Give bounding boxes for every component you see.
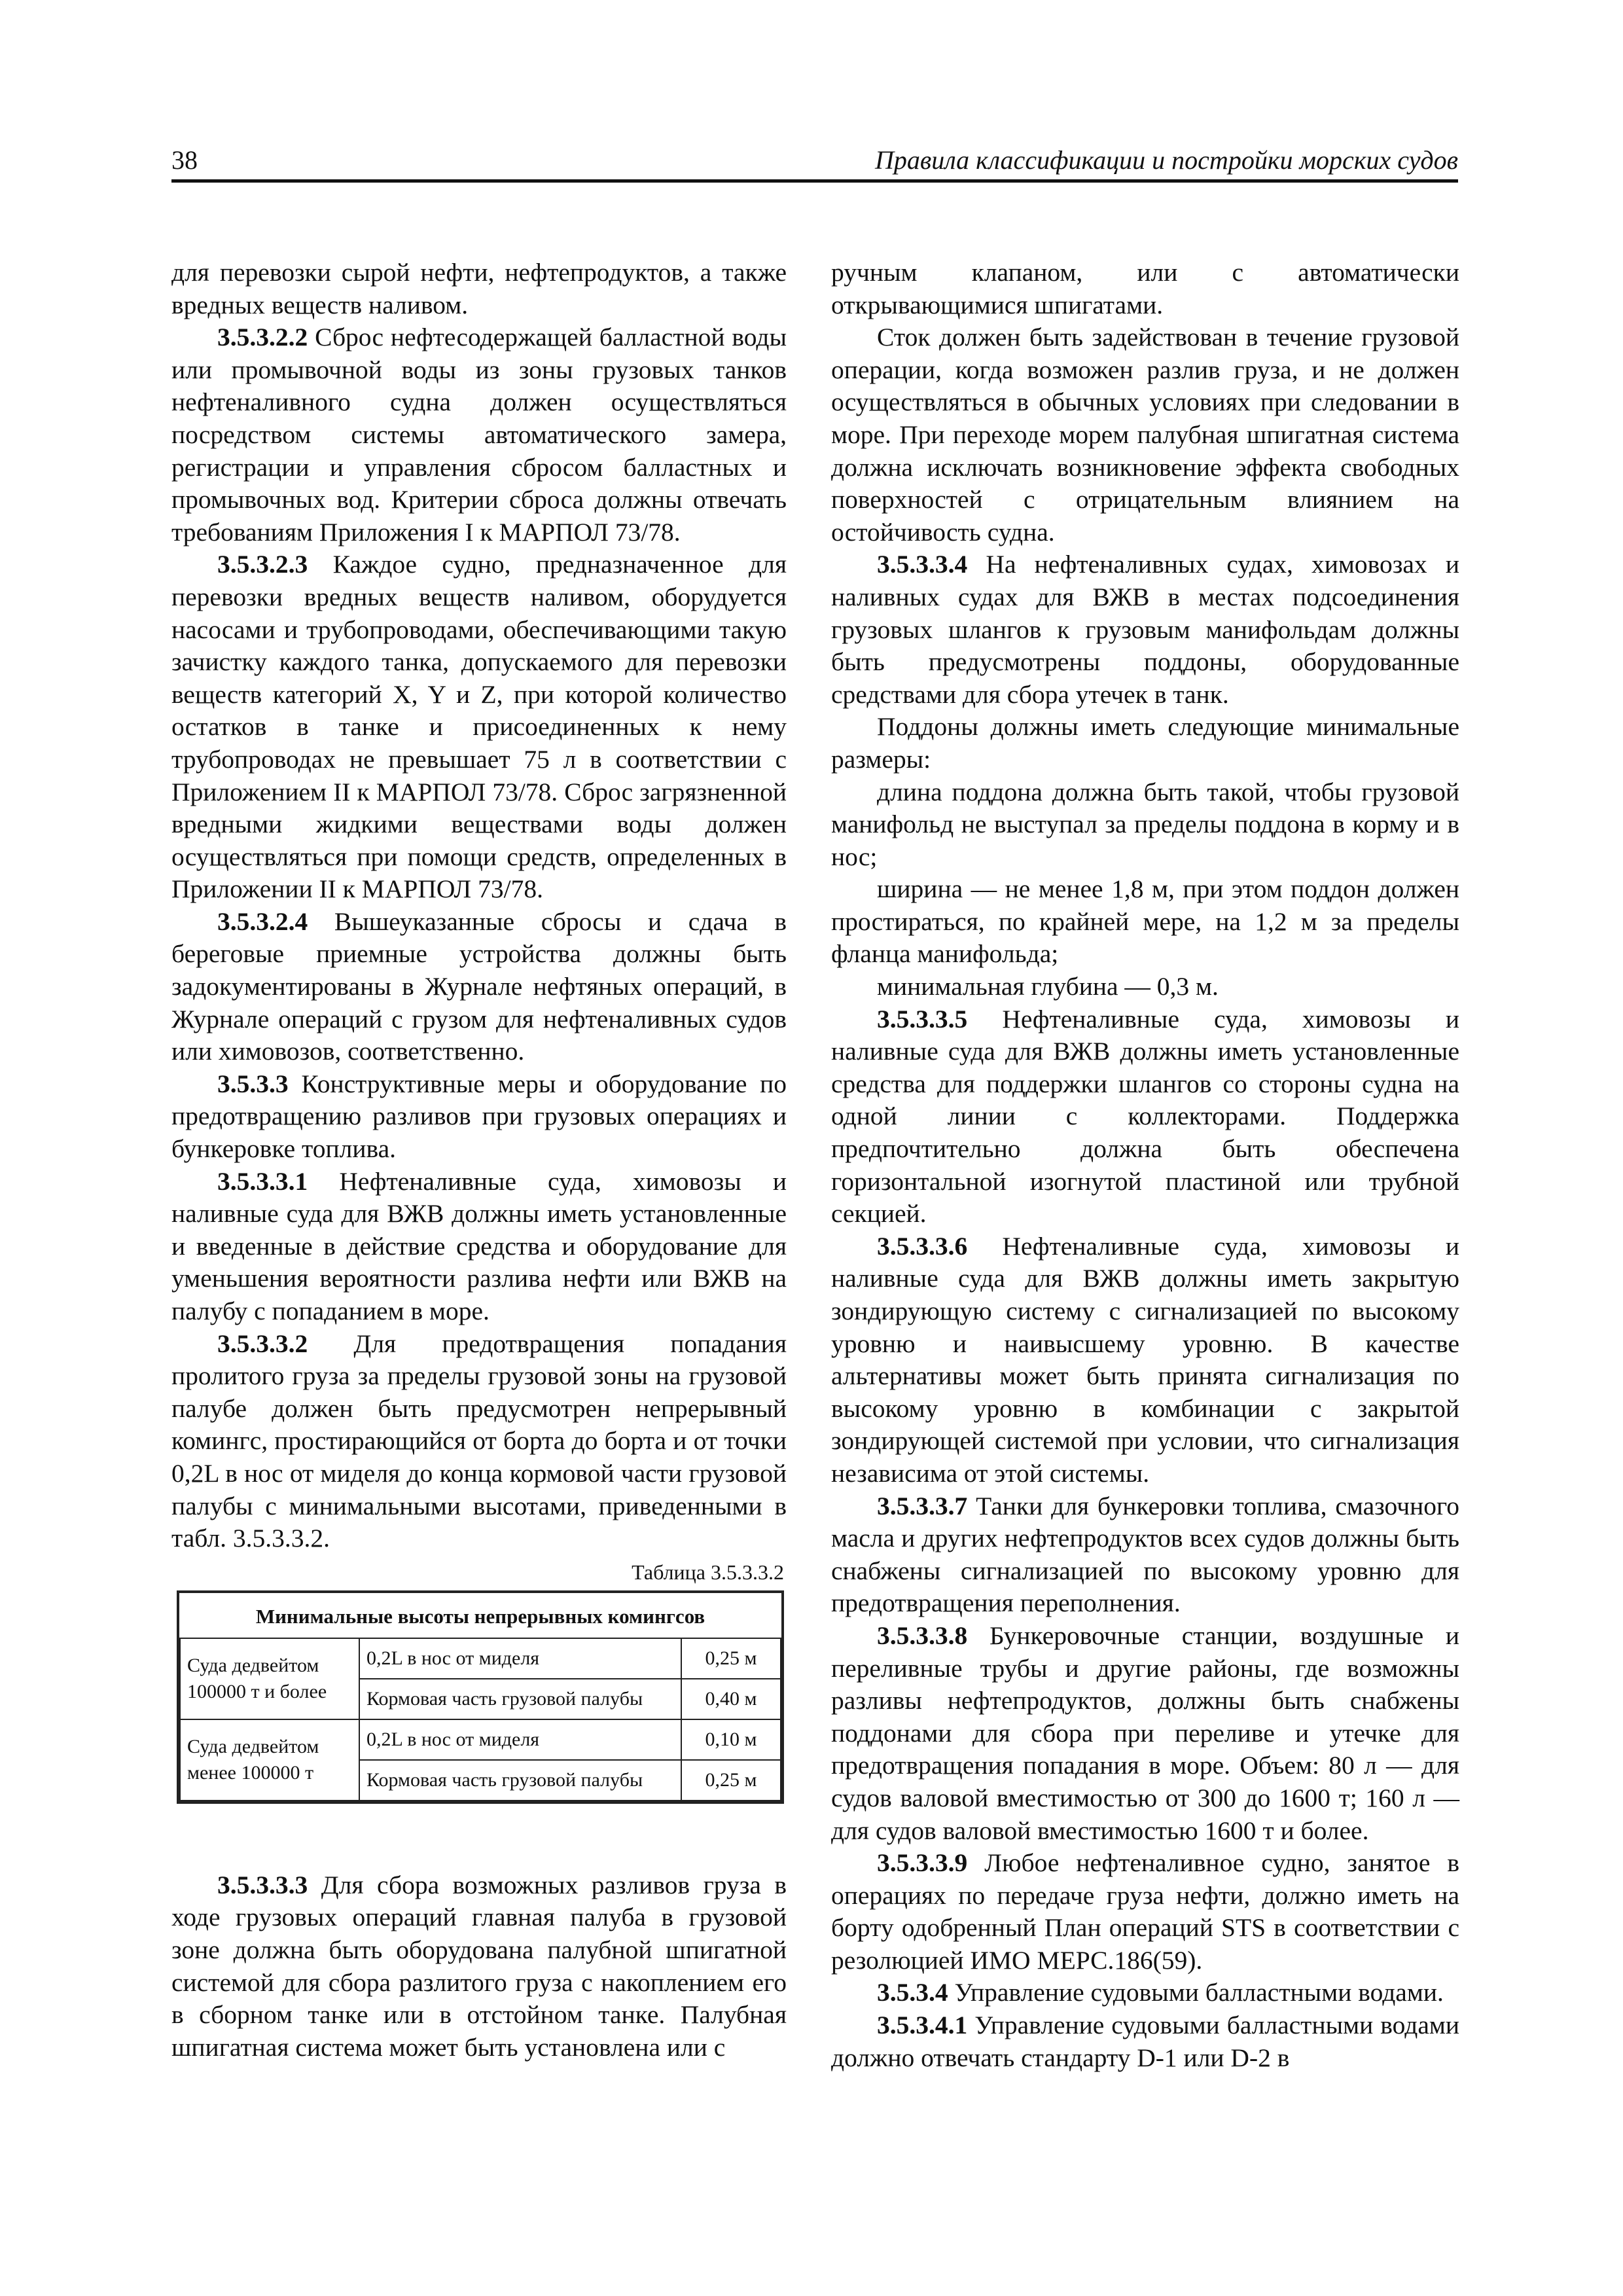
section-number: 3.5.3.3 — [217, 1069, 289, 1098]
paragraph-text: ручным клапаном, или с автоматически открывающимися шпигатами. — [831, 258, 1459, 319]
coaming-table-frame — [177, 1590, 784, 1804]
page-number: 38 — [171, 145, 198, 175]
section-number: 3.5.3.2.3 — [217, 550, 308, 579]
paragraph-text: Сток должен быть задействован в течение грузовой операции, когда возможен разлив груза, и не должен осуществляться в обычных условиях при следовании в море. При переходе морем палубная шпигатная система должна исключать возникновение эффекта свободных поверхностей с отрицательным влиянием на остойчивость судна. — [831, 323, 1459, 547]
paragraph-text: минимальная глубина — 0,3 м. — [877, 972, 1219, 1001]
paragraph-text: Конструктивные меры и оборудование по предотвращению разливов при грузовых операциях и бункеровке топлива. — [171, 1069, 787, 1164]
paragraph — [171, 1869, 787, 2064]
left-paragraphs-after-table — [171, 1869, 787, 2064]
paragraph — [831, 776, 1459, 874]
table-row — [180, 1638, 781, 1679]
paragraph — [831, 873, 1459, 971]
paragraph-text: Для сбора возможных разливов груза в ходе грузовых операций главная палуба в грузовой зоне должна быть оборудована палубной шпигатной системой для сбора разлитого груза с накоплением его в сборном танке или в отстойном танке. Палубная шпигатная система может быть установлена или с — [171, 1870, 787, 2062]
paragraph — [831, 1977, 1459, 2009]
paragraph — [171, 906, 787, 1068]
table-cell-location: Кормовая часть грузовой палубы — [359, 1679, 681, 1719]
left-column — [171, 257, 787, 2064]
section-number: 3.5.3.2.2 — [217, 323, 308, 352]
table-cell-height: 0,25 м — [681, 1638, 781, 1679]
section-number: 3.5.3.3.9 — [877, 1848, 968, 1878]
section-number: 3.5.3.3.8 — [877, 1621, 968, 1650]
paragraph — [171, 321, 787, 548]
paragraph-text: Танки для бункеровки топлива, смазочного масла и других нефтепродуктов всех судов должны быть снабжены сигнализацией по высокому уровню для предотвращения переполнения. — [831, 1491, 1459, 1618]
paragraph-text: Нефтеналивные суда, химовозы и наливные суда для ВЖВ должны иметь установленные средства для поддержки шлангов со стороны судна на одной линии с коллекторами. Поддержка предпочтительно должна быть обеспечена горизонтальной изогнутой пластиной или трубной секцией. — [831, 1004, 1459, 1229]
paragraph-text: Любое нефтеналивное судно, занятое в операциях по передаче груза нефти, должно иметь на борту одобренный План операций STS в соответствии с резолюцией ИМО МЕРС.186(59). — [831, 1848, 1459, 1975]
coaming-heights-table — [179, 1593, 781, 1801]
page-header — [171, 143, 1458, 183]
table-cell-location: 0,2L в нос от миделя — [359, 1638, 681, 1679]
table-cell-height: 0,10 м — [681, 1719, 781, 1760]
paragraph — [831, 971, 1459, 1003]
section-number: 3.5.3.3.5 — [877, 1004, 968, 1033]
table-group-label: Суда дедвейтом 100000 т и более — [180, 1638, 359, 1719]
paragraph-text: Бункеровочные станции, воздушные и переливные трубы и другие районы, где возможны разливы нефтепродуктов, должны быть снабжены поддонами для сбора при переливе и утечке для предотвращения попадания в море. Объем: 80 л — для судов валовой вместимостью от 300 до 1600 т; 160 л — для судов валовой вместимостью 1600 т и более. — [831, 1621, 1459, 1845]
paragraph — [831, 2009, 1459, 2074]
section-number: 3.5.3.3.4 — [877, 550, 968, 579]
paragraph-text: Управление судовыми балластными водами должно отвечать стандарту D-1 или D-2 в — [831, 2011, 1459, 2072]
paragraph-text: ширина — не менее 1,8 м, при этом поддон должен простираться, по крайней мере, на 1,2 м за пределы фланца манифольда; — [831, 874, 1459, 969]
paragraph-text: Вышеуказанные сбросы и сдача в береговые приемные устройства должны быть задокументированы в Журнале нефтяных операций, в Журнале операций с грузом для нефтеналивных судов или химовозов, соответственно. — [171, 906, 787, 1066]
table-cell-height: 0,40 м — [681, 1679, 781, 1719]
paragraph — [831, 711, 1459, 776]
table-cell-height: 0,25 м — [681, 1760, 781, 1801]
paragraph-text: длина поддона должна быть такой, чтобы грузовой манифольд не выступал за пределы поддона в корму и в нос; — [831, 777, 1459, 871]
paragraph — [831, 1620, 1459, 1847]
paragraph-text: Сброс нефтесодержащей балластной воды или промывочной воды из зоны грузовых танков нефтеналивного судна должен осуществляться посредством системы автоматического замера, регистрации и управления сбросом балластных и промывочных вод. Критерии сброса должны отвечать требованиям Приложения I к МАРПОЛ 73/78. — [171, 323, 787, 547]
paragraph — [831, 1847, 1459, 1977]
section-number: 3.5.3.2.4 — [217, 906, 308, 936]
paragraph — [171, 257, 787, 321]
paragraph — [831, 1490, 1459, 1620]
paragraph — [831, 548, 1459, 711]
paragraph-text: для перевозки сырой нефти, нефтепродуктов, а также вредных веществ наливом. — [171, 258, 787, 319]
section-number: 3.5.3.3.2 — [217, 1329, 308, 1358]
right-paragraphs — [831, 257, 1459, 2074]
right-column — [831, 257, 1459, 2074]
table-cell-location: 0,2L в нос от миделя — [359, 1719, 681, 1760]
table-caption: Таблица 3.5.3.3.2 — [632, 1560, 784, 1584]
section-number: 3.5.3.4 — [877, 1978, 948, 2007]
paragraph — [831, 1230, 1459, 1490]
paragraph — [831, 1003, 1459, 1230]
section-number: 3.5.3.3.6 — [877, 1231, 968, 1261]
table-row — [180, 1719, 781, 1760]
paragraph — [171, 1166, 787, 1328]
paragraph-text: Управление судовыми балластными водами. — [948, 1978, 1444, 2007]
table-title: Минимальные высоты непрерывных комингсов — [180, 1593, 781, 1638]
section-number: 3.5.3.3.7 — [877, 1491, 968, 1520]
table-cell-location: Кормовая часть грузовой палубы — [359, 1760, 681, 1801]
paragraph-text: Нефтеналивные суда, химовозы и наливные суда для ВЖВ должны иметь установленные и введенные в действие средства и оборудование для уменьшения вероятности разлива нефти или ВЖВ на палубу с попаданием в море. — [171, 1166, 787, 1325]
section-number: 3.5.3.4.1 — [877, 2011, 968, 2040]
paragraph — [171, 548, 787, 906]
paragraph — [171, 1068, 787, 1166]
table-group-label: Суда дедвейтом менее 100000 т — [180, 1719, 359, 1801]
section-number: 3.5.3.3.1 — [217, 1166, 308, 1196]
paragraph-text: Для предотвращения попадания пролитого груза за пределы грузовой зоны на грузовой палубе должен быть предусмотрен непрерывный комингс, простирающийся от борта до борта и от точки 0,2L в нос от миделя до конца кормовой части грузовой палубы с минимальными высотами, приведенными в табл. 3.5.3.3.2. — [171, 1329, 787, 1553]
paragraph — [171, 1328, 787, 1555]
section-number: 3.5.3.3.3 — [217, 1870, 308, 1899]
paragraph-text: Нефтеналивные суда, химовозы и наливные суда для ВЖВ должны иметь закрытую зондирующую систему с сигнализацией по высокому уровню и наивысшему уровню. В качестве альтернативы может быть принята сигнализация по высокому уровню в комбинации с закрытой зондирующей системой при условии, что сигнализация независима от этой системы. — [831, 1231, 1459, 1488]
running-title: Правила классификации и постройки морских судов — [874, 145, 1458, 175]
paragraph-text: Поддоны должны иметь следующие минимальные размеры: — [831, 712, 1459, 774]
paragraph — [831, 257, 1459, 321]
paragraph — [831, 321, 1459, 548]
paragraph-text: Каждое судно, предназначенное для перевозки вредных веществ наливом, оборудуется насосами и трубопроводами, обеспечивающими такую зачистку каждого танка, допускаемого для перевозки веществ категорий X, Y и Z, при которой количество остатков в танке и присоединенных к нему трубопроводах не превышает 75 л в соответствии с Приложением II к МАРПОЛ 73/78. Сброс загрязненной вредными жидкими веществами воды должен осуществляться при помощи средств, определенных в Приложении II к МАРПОЛ 73/78. — [171, 550, 787, 904]
left-paragraphs — [171, 257, 787, 1555]
paragraph-text: На нефтеналивных судах, химовозах и наливных судах для ВЖВ в местах подсоединения грузовых шлангов к грузовым манифольдам должны быть предусмотрены поддоны, оборудованные средствами для сбора утечек в танк. — [831, 550, 1459, 709]
